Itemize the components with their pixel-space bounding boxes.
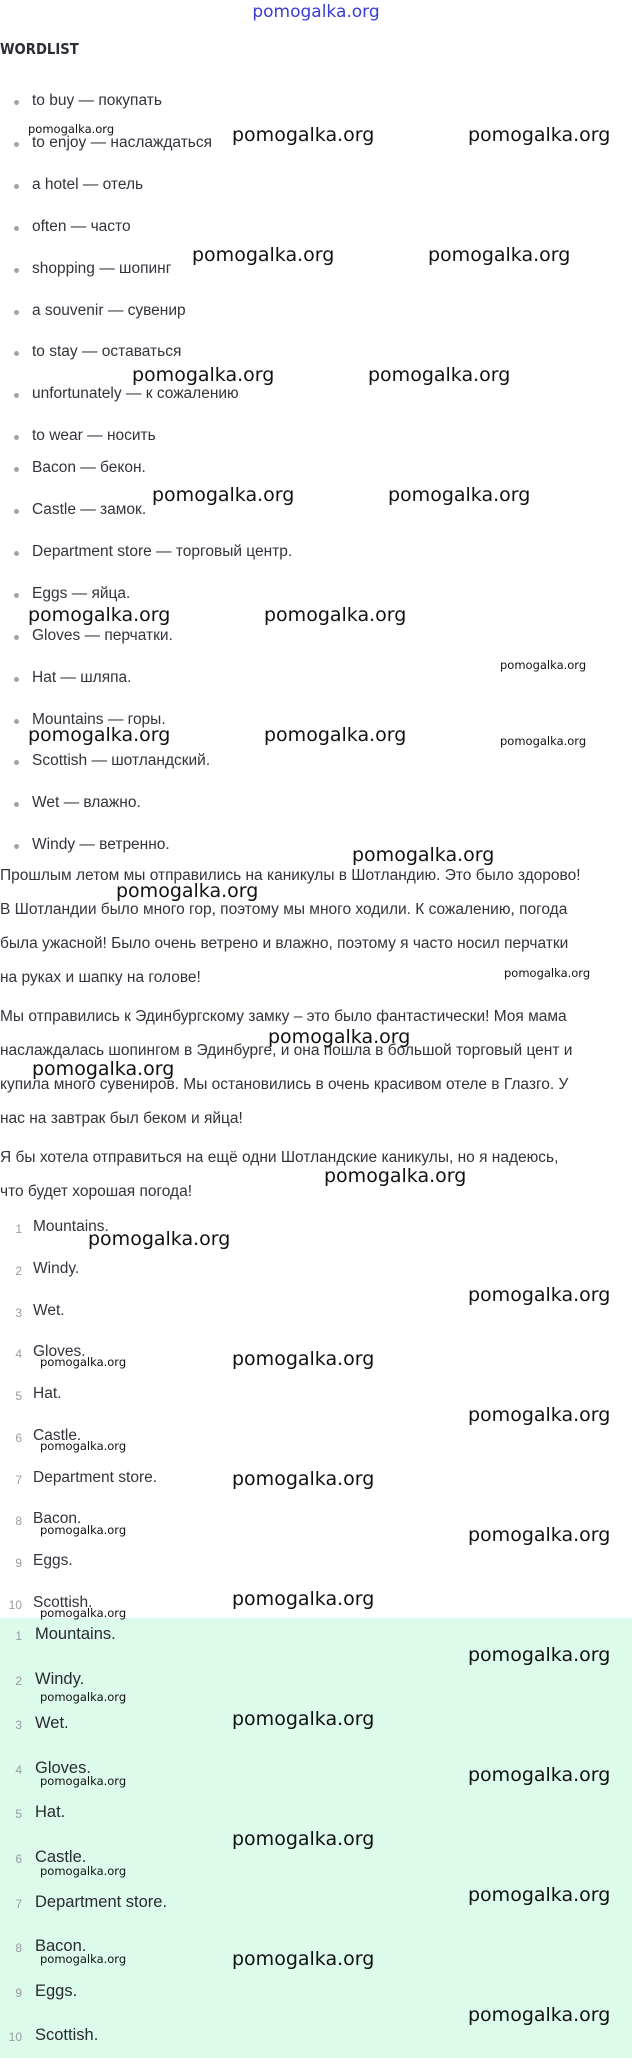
- watermark: pomogalka.org: [116, 880, 259, 902]
- watermark: pomogalka.org: [264, 604, 407, 626]
- list-item: 6 Castle.: [15, 1427, 82, 1445]
- watermark: pomogalka.org: [468, 1884, 611, 1906]
- list-item: 10 Scottish.: [8, 2026, 99, 2044]
- watermark: pomogalka.org: [232, 1468, 375, 1490]
- list-item: 5 Hat.: [15, 1385, 62, 1403]
- watermark: pomogalka.org: [40, 1523, 127, 1537]
- watermark: pomogalka.org: [232, 1828, 375, 1850]
- list-item: 3 Wet.: [15, 1714, 69, 1732]
- watermark: pomogalka.org: [468, 1404, 611, 1426]
- list-item: 8 Bacon.: [15, 1510, 82, 1528]
- list-item: 7 Department store.: [15, 1893, 168, 1911]
- watermark: pomogalka.org: [40, 1606, 127, 1620]
- watermark: pomogalka.org: [264, 724, 407, 746]
- watermark: pomogalka.org: [40, 1355, 127, 1369]
- watermark: pomogalka.org: [40, 1690, 127, 1704]
- watermark: pomogalka.org: [468, 1644, 611, 1666]
- bullet-icon: [14, 551, 19, 556]
- watermark: pomogalka.org: [268, 1026, 411, 1048]
- watermark: pomogalka.org: [192, 244, 335, 266]
- list-item: 10 Scottish.: [8, 1594, 93, 1612]
- watermark: pomogalka.org: [40, 1439, 127, 1453]
- watermark: pomogalka.org: [232, 1948, 375, 1970]
- bullet-icon: [14, 435, 19, 440]
- bullet-icon: [14, 100, 19, 105]
- watermark: pomogalka.org: [232, 1348, 375, 1370]
- bullet-icon: [14, 142, 19, 147]
- list-item: 9 Eggs.: [15, 1982, 78, 2000]
- bullet-icon: [14, 184, 19, 189]
- watermark: pomogalka.org: [504, 966, 591, 980]
- watermark: pomogalka.org: [28, 122, 115, 136]
- bullet-icon: [14, 268, 19, 273]
- watermark: pomogalka.org: [428, 244, 571, 266]
- site-logo[interactable]: pomogalka.org: [252, 2, 380, 22]
- watermark: pomogalka.org: [40, 1864, 127, 1878]
- watermark: pomogalka.org: [468, 2004, 611, 2026]
- watermark: pomogalka.org: [468, 124, 611, 146]
- list-item: 4 Gloves.: [15, 1343, 86, 1361]
- story-paragraph-1: Прошлым летом мы отправились на каникулы в Шотландию. Это было здорово! В Шотландии было много гор, поэтому мы много ходили. К сожалению, погода была ужасной! Было очень ветрено и влажно, поэтому я часто носил перчатки на руках и шапку на голове!: [0, 867, 581, 986]
- watermark: pomogalka.org: [232, 1588, 375, 1610]
- watermark: pomogalka.org: [232, 1708, 375, 1730]
- watermark: pomogalka.org: [88, 1228, 231, 1250]
- watermark: pomogalka.org: [468, 1524, 611, 1546]
- page-title: WORDLIST: [0, 40, 79, 58]
- bullet-icon: [14, 760, 19, 765]
- watermark: pomogalka.org: [28, 724, 171, 746]
- list-item: 2 Windy.: [15, 1260, 80, 1278]
- watermark: pomogalka.org: [132, 364, 275, 386]
- watermark: pomogalka.org: [500, 658, 587, 672]
- list-item: 2 Windy.: [15, 1670, 85, 1688]
- watermark: pomogalka.org: [388, 484, 531, 506]
- bullet-icon: [14, 844, 19, 849]
- watermark: pomogalka.org: [368, 364, 511, 386]
- list-item: 8 Bacon.: [15, 1937, 87, 1955]
- story-paragraph-3: Я бы хотела отправиться на ещё одни Шотландские каникулы, но я надеюсь, что будет хорошая погода!: [0, 1149, 559, 1200]
- story-paragraph-2: Мы отправились к Эдинбургскому замку – это было фантастически! Моя мама наслаждалась шопингом в Эдинбурге, и она пошла в большой торговый цент и купила много сувениров. Мы остановились в очень красивом отеле в Глазго. У нас на завтрак был беком и яйца!: [0, 1008, 573, 1127]
- list-item: 1 Mountains.: [15, 1625, 116, 1643]
- bullet-icon: [14, 226, 19, 231]
- watermark: pomogalka.org: [500, 734, 587, 748]
- list-item: 6 Castle.: [15, 1848, 87, 1866]
- list-item: 3 Wet.: [15, 1302, 65, 1320]
- bullet-icon: [14, 719, 19, 724]
- bullet-icon: [14, 677, 19, 682]
- watermark: pomogalka.org: [28, 604, 171, 626]
- list-item: 7 Department store.: [15, 1469, 158, 1487]
- watermark: pomogalka.org: [32, 1058, 175, 1080]
- watermark: pomogalka.org: [324, 1165, 467, 1187]
- list-item: 5 Hat.: [15, 1803, 66, 1821]
- list-item: 4 Gloves.: [15, 1759, 91, 1777]
- watermark: pomogalka.org: [352, 844, 495, 866]
- watermark: pomogalka.org: [468, 1764, 611, 1786]
- bullet-icon: [14, 467, 19, 472]
- bullet-icon: [14, 635, 19, 640]
- bullet-icon: [14, 802, 19, 807]
- watermark: pomogalka.org: [232, 124, 375, 146]
- bullet-icon: [14, 351, 19, 356]
- bullet-icon: [14, 310, 19, 315]
- watermark: pomogalka.org: [468, 1284, 611, 1306]
- bullet-icon: [14, 393, 19, 398]
- bullet-icon: [14, 593, 19, 598]
- bullet-icon: [14, 509, 19, 514]
- watermark: pomogalka.org: [40, 1952, 127, 1966]
- watermark: pomogalka.org: [40, 1774, 127, 1788]
- list-item: 9 Eggs.: [15, 1552, 73, 1570]
- list-item: 1 Mountains.: [15, 1218, 109, 1236]
- watermark: pomogalka.org: [152, 484, 295, 506]
